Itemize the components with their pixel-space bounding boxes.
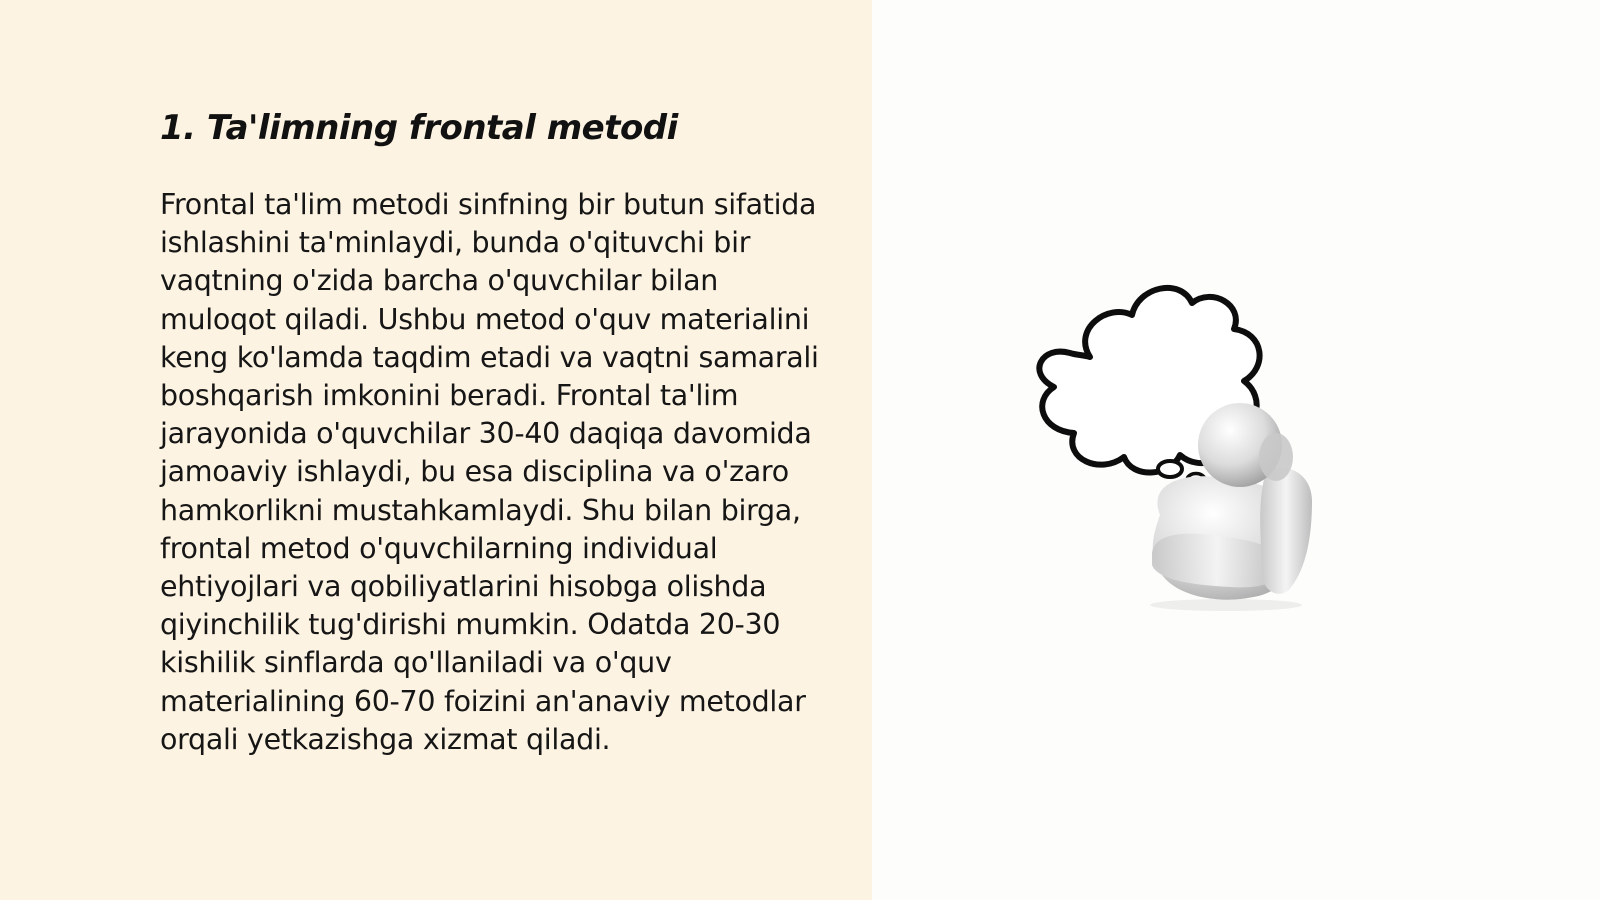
slide-body-text: Frontal ta'lim metodi sinfning bir butun sifatida ishlashini ta'minlaydi, bunda o'qituvchi bir vaqtning o'zida barcha o'quvchilar bilan muloqot qiladi. Ushbu metod o'quv materialini keng ko'lamda taqdim etadi va vaqtni samarali boshqarish imkonini beradi. Frontal ta'lim jarayonida o'quvchilar 30-40 daqiqa davomida jamoaviy ishlaydi, bu esa disciplina va o'zaro hamkorlikni mustahkamlaydi. Shu bilan birga, frontal metod o'quvchilarning individual ehtiyojlari va qobiliyatlarini hisobga olishda qiyinchilik tug'dirishi mumkin. Odatda 20-30 kishilik sinflarda qo'llaniladi va o'quv materialining 60-70 foizini an'anaviy metodlar orqali yetkazishga xizmat qiladi.: [160, 188, 819, 756]
thinking-person-icon: [1030, 275, 1350, 615]
slide-title: 1. Ta'limning frontal metodi: [160, 108, 678, 148]
